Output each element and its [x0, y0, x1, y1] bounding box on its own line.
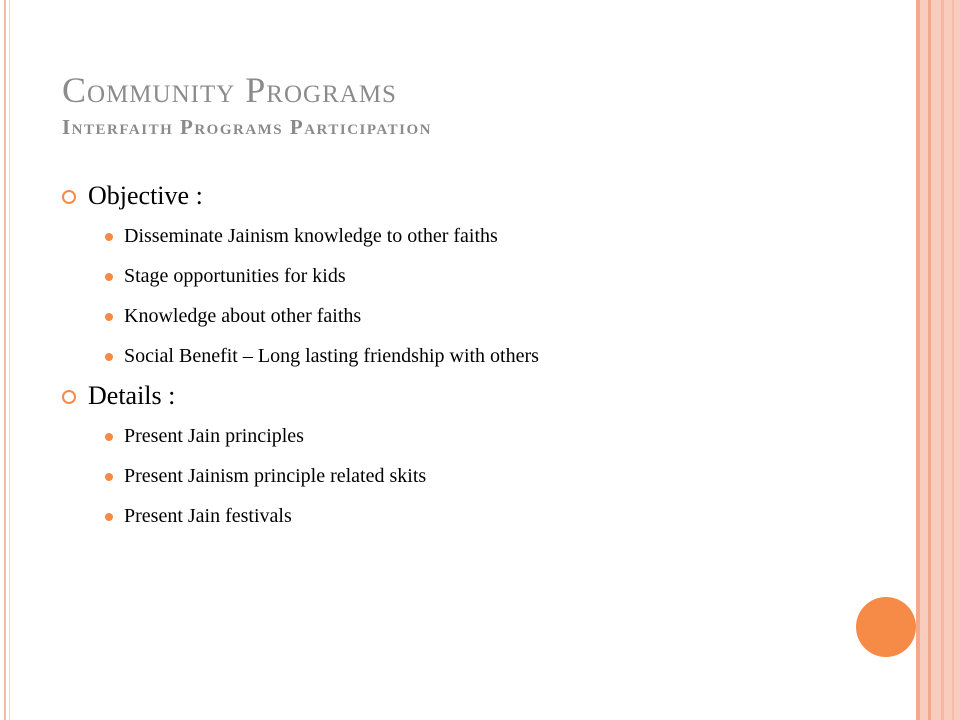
slide-subtitle: Interfaith Programs Participation	[62, 115, 432, 139]
slide-title: Community Programs	[62, 70, 397, 110]
list-item	[62, 496, 902, 536]
list-item	[62, 256, 902, 296]
dot-bullet-icon	[105, 433, 113, 441]
list-item-text: Present Jain principles	[124, 425, 304, 447]
list-item-text: Disseminate Jainism knowledge to other faiths	[124, 225, 498, 247]
dot-bullet-icon	[105, 513, 113, 521]
list-item	[62, 336, 902, 376]
section-heading-text: Objective :	[88, 181, 203, 210]
decorative-orange-circle	[856, 597, 916, 657]
list-item	[62, 216, 902, 256]
section-heading	[62, 176, 902, 216]
right-stripe	[952, 0, 954, 720]
list-item-text: Present Jainism principle related skits	[124, 465, 427, 487]
dot-bullet-icon	[105, 313, 113, 321]
bullet-list	[62, 216, 902, 376]
list-item-text: Social Benefit – Long lasting friendship with others	[124, 345, 539, 367]
ring-bullet-icon	[62, 190, 76, 204]
section-heading	[62, 376, 902, 416]
list-item-text: Knowledge about other faiths	[124, 305, 362, 327]
right-stripe	[928, 0, 931, 720]
list-item-text: Present Jain festivals	[124, 505, 292, 527]
dot-bullet-icon	[105, 233, 113, 241]
slide-content	[62, 176, 902, 536]
ring-bullet-icon	[62, 390, 76, 404]
right-stripe	[941, 0, 944, 720]
title-block	[62, 70, 902, 140]
dot-bullet-icon	[105, 273, 113, 281]
list-item	[62, 296, 902, 336]
list-item-text: Stage opportunities for kids	[124, 265, 346, 287]
section-heading-text: Details :	[88, 381, 176, 410]
left-border-line-inner	[9, 0, 10, 720]
list-item	[62, 416, 902, 456]
section-details	[62, 376, 902, 536]
section-objective	[62, 176, 902, 376]
dot-bullet-icon	[105, 353, 113, 361]
list-item	[62, 456, 902, 496]
right-stripe	[916, 0, 920, 720]
left-border-line	[4, 0, 6, 720]
bullet-list	[62, 416, 902, 536]
dot-bullet-icon	[105, 473, 113, 481]
